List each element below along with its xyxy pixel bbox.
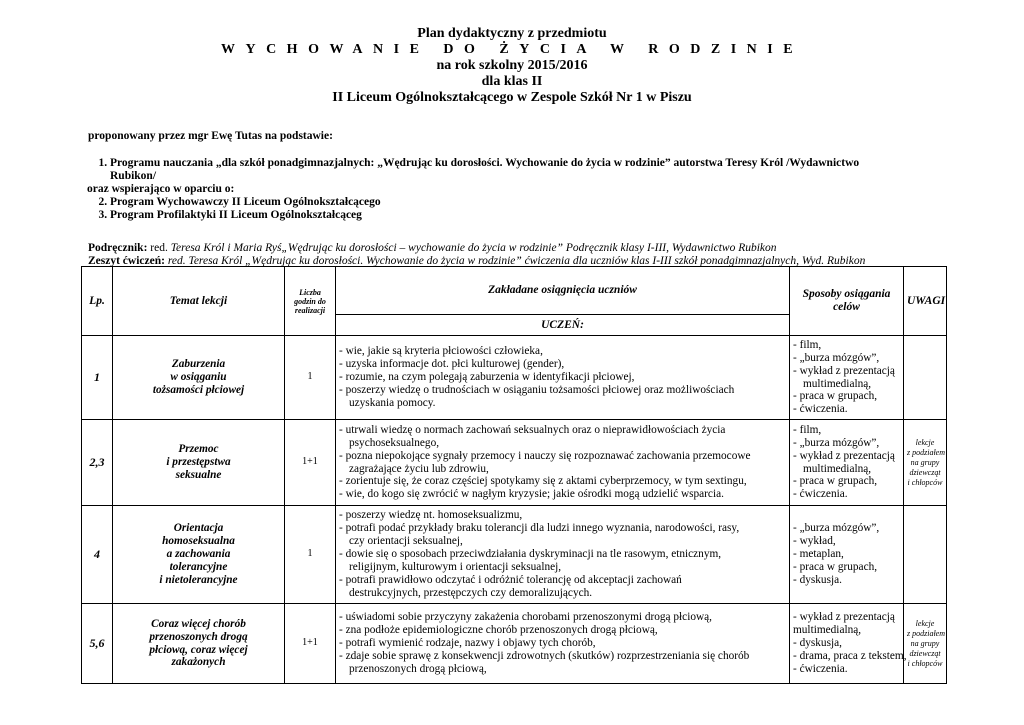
goal-line: - zna podłoże epidemiologiczne chorób przenoszonych drogą płciową, — [339, 624, 658, 637]
proposed-by-text: proponowany przez mgr Ewę Tutas na podstawie: — [88, 130, 333, 142]
cell-methods — [790, 604, 907, 684]
table-row — [82, 506, 947, 604]
header-methods: Sposoby osiągania celów — [790, 267, 904, 336]
cell-lp: 1 — [82, 336, 113, 420]
goal-line: - uświadomi sobie przyczyny zakażenia chorobami przenoszonymi drogą płciową, — [339, 611, 712, 624]
method-line: - „burza mózgów”, — [793, 351, 880, 364]
method-line: - praca w grupach, — [793, 390, 878, 403]
cell-methods — [790, 336, 904, 420]
goal-line: - poszerzy wiedzę o trudnościach w osiąganiu tożsamości płciowej oraz możliwościach — [339, 383, 735, 396]
program-item-1-text: Programu nauczania „dla szkół ponadgimnazjalnych: „Wędrując ku dorosłości. Wychowanie do życia w rodzinie” autorstwa Teresy Król /Wydawnictwo — [110, 157, 860, 169]
topic-line: homoseksualna — [162, 535, 235, 548]
cell-methods — [790, 506, 904, 604]
method-line: - praca w grupach, — [793, 475, 878, 488]
goal-line: psychoseksualnego, — [349, 436, 440, 449]
goal-line: - potrafi prawidłowo odczytać i odróżnić tolerancję od akceptacji zachowań — [339, 573, 682, 586]
method-line: - „burza mózgów”, — [793, 436, 880, 449]
header-class: dla klas II — [481, 74, 543, 89]
cell-hours: 1 — [285, 506, 336, 604]
goal-line: - zorientuje się, że coraz częściej spotykamy się z aktami cyberprzemocy, w tym sextingu, — [339, 475, 747, 488]
cell-notes — [904, 420, 947, 506]
goal-line: - wie, do kogo się zwrócić w nagłym kryzysie; jakie ośrodki mogą udzielić wsparcia. — [339, 488, 724, 501]
method-line: - „burza mózgów”, — [793, 522, 880, 535]
header-topic: Temat lekcji — [113, 267, 285, 336]
topic-line: Orientacja — [173, 522, 224, 535]
goal-line: - potrafi wymienić rodzaje, nazwy i objawy tych chorób, — [339, 637, 596, 650]
goal-line: - zdaje sobie sprawę z konsekwencji zdrowotnych (skutków) rozprzestrzeniania się chorób — [339, 649, 750, 662]
goal-line: - dowie się o sposobach przeciwdziałania dyskryminacji na tle rasowym, etnicznym, — [339, 548, 722, 561]
goal-line: - wie, jakie są kryteria płciowości człowieka, — [339, 345, 543, 358]
topic-line: w osiąganiu — [170, 371, 227, 384]
method-line: - drama, praca z tekstem, — [793, 649, 907, 662]
header-goals: Zakładane osiągnięcia uczniów — [336, 267, 790, 315]
textbook-line — [88, 242, 988, 255]
goal-line: - pozna niepokojące sygnały przemocy i nauczy się rozpoznawać zachowania przemocowe — [339, 449, 751, 462]
cell-goals — [336, 336, 790, 420]
program-item-1-cont: Rubikon/ — [110, 170, 157, 182]
method-line: - metaplan, — [793, 548, 844, 561]
note-line: z podziałem — [907, 628, 945, 638]
method-line: - wykład z prezentacją — [793, 611, 895, 624]
topic-line: Coraz więcej chorób — [151, 617, 246, 630]
note-line: dziewcząt — [909, 648, 941, 658]
method-line: - film, — [793, 423, 822, 436]
method-line: - film, — [793, 338, 822, 351]
note-line: i chłopców — [907, 658, 943, 668]
goal-line: uzyskania pomocy. — [349, 396, 436, 409]
topic-line: a zachowania — [166, 548, 231, 561]
textbook-red: red. — [147, 242, 168, 254]
cell-topic — [113, 604, 285, 684]
cell-methods — [790, 420, 904, 506]
goal-line: zagrażające życiu lub zdrowiu, — [349, 462, 489, 475]
header-school-year: na rok szkolny 2015/2016 — [436, 58, 588, 73]
cell-hours: 1+1 — [285, 604, 336, 684]
cell-topic — [113, 336, 285, 420]
method-line: - wykład z prezentacją — [793, 364, 895, 377]
goal-line: religijnym, kulturowym i orientacji seksualnej, — [349, 560, 562, 573]
note-line: z podziałem — [907, 447, 945, 457]
header-lp: Lp. — [82, 267, 113, 336]
note-line: na grupy — [910, 457, 940, 467]
note-line: i chłopców — [907, 477, 943, 487]
table-row — [82, 604, 947, 684]
method-line: multimedialną, — [803, 377, 872, 390]
cell-goals — [336, 604, 790, 684]
textbook-text: Teresa Król i Maria Ryś„Wędrując ku dorosłości – wychowanie do życia w rodzinie” Podręcznik klasy I-III, Wydawnictwo Rubikon — [167, 242, 777, 254]
topic-line: i nietolerancyjne — [159, 573, 238, 586]
method-line: - dyskusja. — [793, 573, 842, 586]
method-line: - praca w grupach, — [793, 560, 878, 573]
goal-line: czy orientacji seksualnej, — [349, 535, 463, 548]
workbook-text: red. Teresa Król „Wędrując ku dorosłości. Wychowanie do życia w rodzinie” ćwiczenia dla uczniów klas I-III szkół ponadgimnazjalnych, Wyd. Rubikon — [164, 255, 866, 267]
cell-lp: 5,6 — [82, 604, 113, 684]
workbook-label: Zeszyt ćwiczeń: — [88, 255, 165, 267]
cell-goals — [336, 420, 790, 506]
goal-line: - utrwali wiedzę o normach zachowań seksualnych oraz o nieprawidłowościach życia — [339, 423, 726, 436]
method-line: - ćwiczenia. — [793, 488, 848, 501]
method-line: - ćwiczenia. — [793, 662, 848, 675]
lesson-plan-table — [81, 266, 947, 684]
cell-lp: 4 — [82, 506, 113, 604]
method-line: - wykład, — [793, 535, 836, 548]
header-hours: Liczba godzin do realizacji — [285, 267, 336, 336]
note-line: dziewcząt — [909, 467, 941, 477]
header-title: Plan dydaktyczny z przedmiotu — [417, 26, 607, 41]
document-header — [0, 26, 1024, 106]
topic-line: Zaburzenia — [171, 358, 226, 371]
method-line: - ćwiczenia. — [793, 403, 848, 416]
goal-line: - uzyska informacje dot. płci kulturowej (gender), — [339, 358, 565, 371]
topic-line: seksualne — [175, 468, 222, 481]
goal-line: - poszerzy wiedzę nt. homoseksualizmu, — [339, 509, 523, 522]
topic-line: płciową, coraz więcej — [149, 643, 248, 656]
cell-lp: 2,3 — [82, 420, 113, 506]
goal-line: destrukcyjnych, przestępczych czy demoralizujących. — [349, 586, 593, 599]
method-line: - dyskusja, — [793, 637, 842, 650]
cell-hours: 1+1 — [285, 420, 336, 506]
table-row — [82, 336, 947, 420]
cell-notes — [904, 604, 947, 684]
cell-notes — [904, 506, 947, 604]
program-list — [88, 157, 948, 222]
topic-line: zakażonych — [171, 656, 226, 669]
table-row — [82, 420, 947, 506]
cell-topic — [113, 420, 285, 506]
program-item-3: 3. Program Profilaktyki II Liceum Ogólnokształcąceg — [110, 209, 948, 222]
header-notes: UWAGI — [904, 267, 947, 336]
method-line: - wykład z prezentacją — [793, 449, 895, 462]
program-item-2: 2. Program Wychowawczy II Liceum Ogólnokształcącego — [110, 196, 948, 209]
note-line: na grupy — [910, 638, 940, 648]
topic-line: tożsamości płciowej — [152, 383, 245, 396]
cell-notes — [904, 336, 947, 420]
cell-goals — [336, 506, 790, 604]
goal-line: przenoszonych drogą płciową, — [349, 662, 487, 675]
header-subject: WYCHOWANIE DO ŻYCIA W RODZINIE — [220, 42, 804, 57]
topic-line: Przemoc — [178, 443, 219, 456]
note-line: lekcje — [915, 618, 935, 628]
proposed-by — [88, 130, 948, 143]
topic-line: przenoszonych drogą — [149, 630, 248, 643]
topic-line: i przestępstwa — [166, 456, 231, 469]
textbook-label: Podręcznik: — [88, 242, 148, 254]
method-line: multimedialną, — [803, 462, 872, 475]
header-student: UCZEŃ: — [336, 315, 790, 336]
cell-topic — [113, 506, 285, 604]
cell-hours: 1 — [285, 336, 336, 420]
topic-line: tolerancyjne — [169, 560, 228, 573]
note-line: lekcje — [915, 437, 935, 447]
goal-line: - rozumie, na czym polegają zaburzenia w identyfikacji płciowej, — [339, 371, 635, 384]
program-item-1 — [110, 157, 948, 183]
support-label: oraz wspierająco w oparciu o: — [87, 183, 235, 195]
method-line: multimedialną, — [793, 624, 862, 637]
goal-line: - potrafi podać przykłady braku tolerancji dla ludzi innego wyznania, narodowości, rasy, — [339, 522, 740, 535]
header-school: II Liceum Ogólnokształcącego w Zespole Szkół Nr 1 w Piszu — [332, 90, 692, 105]
